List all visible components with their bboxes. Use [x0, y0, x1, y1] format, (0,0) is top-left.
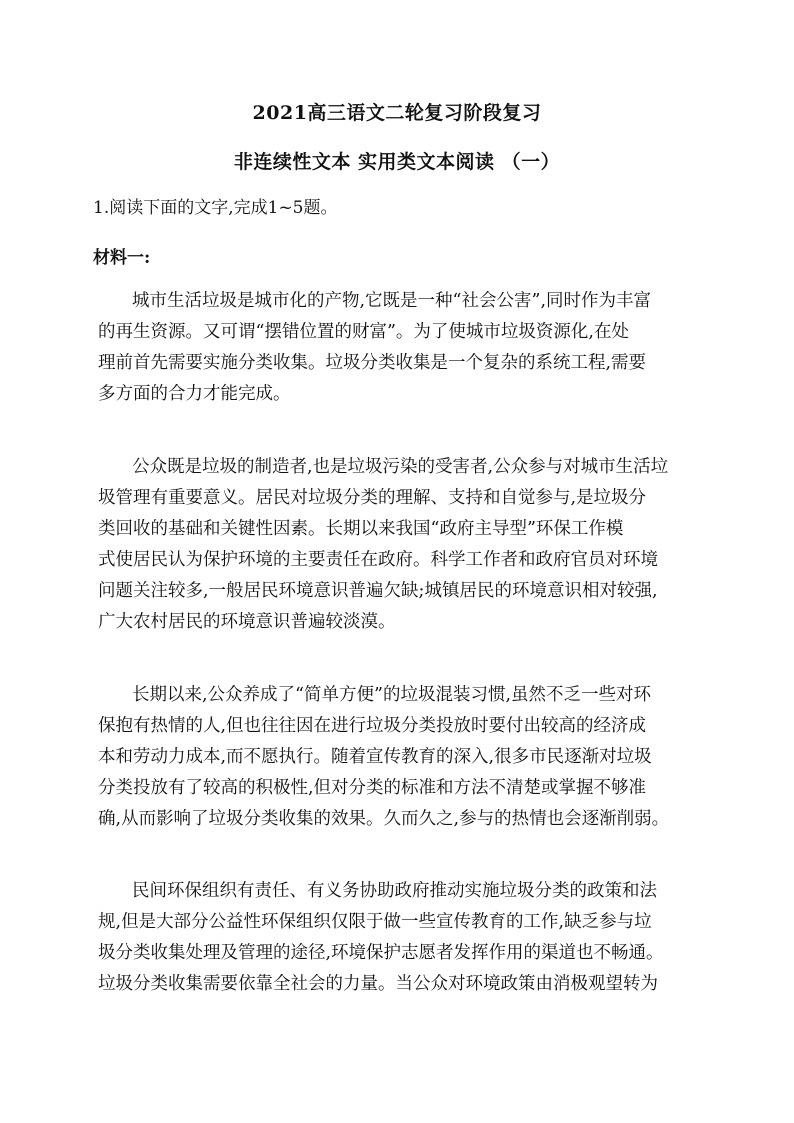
paragraph-line: 确,从而影响了垃圾分类收集的效果。久而久之,参与的热情也会逐渐削弱。	[98, 809, 670, 829]
document-subtitle: 非连续性文本 实用类文本阅读 （一）	[233, 151, 561, 173]
paragraph-1	[98, 286, 651, 410]
paragraph-line: 式使居民认为保护环境的主要责任在政府。科学工作者和政府官员对环境	[98, 550, 658, 570]
paragraph-line: 问题关注较多,一般居民环境意识普遍欠缺;城镇居民的环境意识相对较强,	[98, 581, 658, 601]
paragraph-line: 广大农村居民的环境意识普遍较淡漠。	[98, 612, 396, 632]
paragraph-line: 分类投放有了较高的积极性,但对分类的标准和方法不清楚或掌握不够准	[98, 778, 647, 798]
material-label: 材料一:	[93, 248, 151, 268]
paragraph-line: 公众既是垃圾的制造者,也是垃圾污染的受害者,公众参与对城市生活垃	[132, 457, 669, 477]
paragraph-line: 的再生资源。又可谓“摆错位置的财富”。为了使城市垃圾资源化,在处	[98, 322, 629, 342]
paragraph-line: 类回收的基础和关键性因素。长期以来我国“政府主导型”环保工作模	[98, 519, 624, 539]
paragraph-line: 多方面的合力才能完成。	[98, 384, 291, 404]
paragraph-line: 城市生活垃圾是城市化的产物,它既是一种“社会公害”,同时作为丰富	[132, 291, 652, 311]
paragraph-line: 圾管理有重要意义。居民对垃圾分类的理解、支持和自觉参与,是垃圾分	[98, 488, 647, 508]
paragraph-line: 民间环保组织有责任、有义务协助政府推动实施垃圾分类的政策和法	[132, 881, 657, 901]
paragraph-line: 规,但是大部分公益性环保组织仅限于做一些宣传教育的工作,缺乏参与垃	[98, 912, 652, 932]
question-intro: 1.阅读下面的文字,完成1~5题。	[93, 198, 338, 218]
paragraph-line: 保抱有热情的人,但也往往因在进行垃圾分类投放时要付出较高的经济成	[98, 716, 647, 736]
paragraph-line: 理前首先需要实施分类收集。垃圾分类收集是一个复杂的系统工程,需要	[98, 353, 647, 373]
paragraph-4	[98, 876, 664, 1000]
paragraph-3	[98, 680, 669, 835]
paragraph-2	[98, 452, 668, 638]
paragraph-line: 本和劳动力成本,而不愿执行。随着宣传教育的深入,很多市民逐渐对垃圾	[98, 747, 652, 767]
paragraph-line: 圾分类收集处理及管理的途径,环境保护志愿者发挥作用的渠道也不畅通。	[98, 943, 664, 963]
paragraph-line: 垃圾分类收集需要依靠全社会的力量。当公众对环境政策由消极观望转为	[98, 974, 658, 994]
document-title: 2021高三语文二轮复习阶段复习	[252, 102, 542, 124]
paragraph-line: 长期以来,公众养成了“简单方便”的垃圾混装习惯,虽然不乏一些对环	[132, 685, 652, 705]
